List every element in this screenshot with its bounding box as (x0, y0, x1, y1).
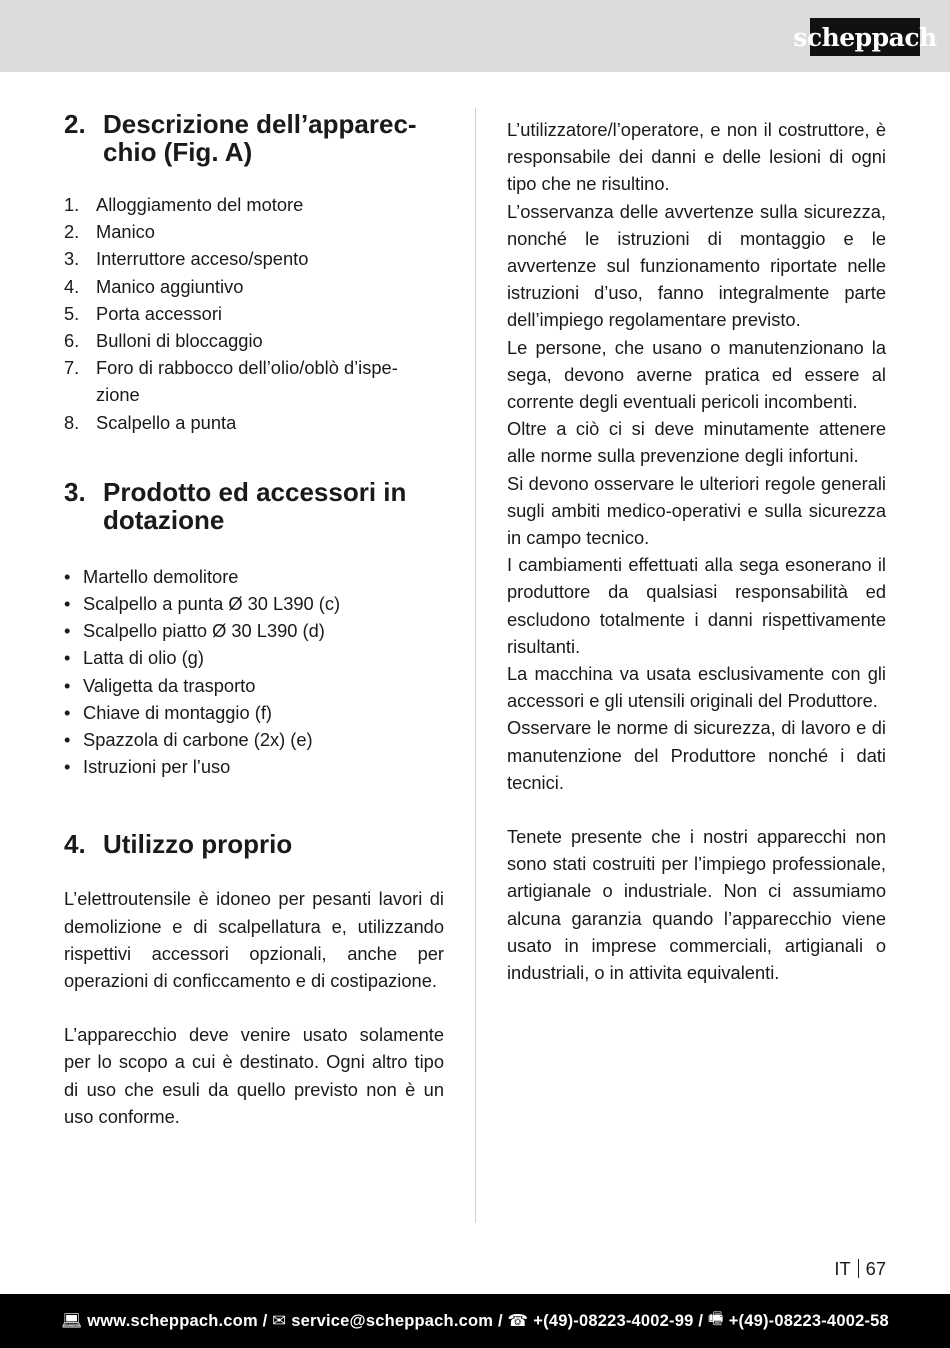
component-list-item (64, 218, 444, 245)
list-item-number: 4. (64, 275, 80, 297)
list-item-line: Foro di rabbocco dell’olio/oblò d’ispe- (96, 357, 398, 379)
list-item-line: Bulloni di bloccaggio (96, 330, 263, 352)
list-item-number: 2. (64, 221, 80, 243)
section4-paragraph: L’apparecchio deve venire usato solamente per lo scopo a cui è destinato. Ogni altro tipo di uso che esuli da quello previsto non è un uso conforme. (64, 1024, 444, 1127)
section2-title-line: chio (Fig. A) (103, 137, 253, 167)
component-list-item (64, 409, 444, 436)
brand-logo-text: scheppach (793, 22, 937, 52)
bullet-icon: • (64, 701, 71, 723)
list-item-line: Alloggiamento del motore (96, 194, 304, 215)
component-list (64, 191, 444, 436)
body-paragraph: L’osservanza delle avvertenze sulla sicurezza, nonché le istruzioni di montaggio e le avvertenze sul funzionamento riportate nelle istruzioni d’uso, fanno integralmente parte dell’impiego regolamentare previsto. (507, 200, 886, 331)
list-item-text (96, 218, 155, 245)
list-item-text (96, 354, 398, 408)
section3-title (103, 478, 406, 534)
footer-separator: / (262, 1311, 268, 1330)
page-number (834, 1256, 886, 1282)
footer-website[interactable]: www.scheppach.com (87, 1311, 258, 1330)
accessories-list (64, 563, 444, 781)
accessory-list-item (64, 590, 444, 617)
list-item-line: Manico aggiuntivo (96, 275, 244, 297)
list-item-text (96, 245, 308, 272)
body-paragraph: L’utilizzatore/l’operatore, e non il costruttore, è responsabile dei danni e delle lesioni di ogni tipo che ne risultino. (507, 119, 886, 195)
component-list-item (64, 245, 444, 272)
phone-icon: ☎︎ (507, 1312, 529, 1330)
list-item-number: 8. (64, 411, 80, 433)
section2-number: 2. (64, 109, 86, 139)
list-item-number: 3. (64, 248, 80, 270)
component-list-item (64, 273, 444, 300)
bullet-icon: • (64, 565, 71, 587)
accessory-text: Chiave di montaggio (f) (83, 701, 272, 723)
section3-title-line: Prodotto ed accessori in (103, 476, 407, 507)
accessory-list-item (64, 699, 444, 726)
left-column (64, 110, 444, 1130)
accessory-text: Istruzioni per l’uso (83, 756, 231, 778)
list-item-number: 1. (64, 194, 80, 215)
section4-title: Utilizzo proprio (103, 829, 293, 860)
body-paragraph: Tenete presente che i nostri apparecchi non sono stati costruiti per l’impiego professionale, artigianale o industriale. Non ci assumiamo alcuna garanzia quando l’apparecchio viene usato in imprese commerciali, artigianali o industriali, o in attivita equivalenti. (507, 826, 886, 984)
list-item-text (96, 273, 243, 300)
section3-number: 3. (64, 476, 86, 507)
section2-heading (64, 110, 444, 166)
list-item-line: Manico (96, 221, 155, 243)
bullet-icon: • (64, 756, 71, 778)
body-paragraph: Osservare le norme di sicurezza, di lavoro e di manutenzione del Produttore nonché i dati tecnici. (507, 717, 886, 793)
fax-icon: 🖷︎ (707, 1310, 724, 1328)
section2-title-line: Descrizione dell’apparec- (103, 109, 417, 139)
footer-fax: +(49)-08223-4002-58 (728, 1311, 889, 1330)
component-list-item (64, 300, 444, 327)
footer-email[interactable]: service@scheppach.com (291, 1311, 494, 1330)
column-divider (475, 108, 476, 1223)
list-item-line: Interruttore acceso/spento (96, 248, 309, 270)
component-list-item (64, 354, 444, 408)
body-paragraph: Si devono osservare le ulteriori regole generali sugli ambiti medico-operativi e sulla sicurezza in campo tecnico. (507, 472, 886, 549)
component-list-item (64, 327, 444, 354)
accessory-text: Latta di olio (g) (83, 647, 204, 669)
body-paragraph: Oltre a ciò ci si deve minutamente attenere alle norme sulla prevenzione degli infortuni. (507, 418, 886, 467)
bullet-icon: • (64, 674, 71, 696)
list-item-line: zione (96, 384, 140, 406)
envelope-icon: ✉︎ (272, 1312, 287, 1330)
footer-separator: / (698, 1311, 704, 1330)
accessory-list-item (64, 563, 444, 590)
page-number-separator (858, 1259, 859, 1278)
footer-bar (0, 1294, 950, 1348)
body-paragraph: I cambiamenti effettuati alla sega esonerano il produttore da qualsiasi responsabilità ed escludono totalmente i danni rispettivamente risultanti. (507, 554, 886, 657)
accessory-list-item (64, 726, 444, 753)
body-paragraph: Le persone, che usano o manutenzionano la sega, devono averne pratica ed essere al corrente degli eventuali pericoli incombenti. (507, 336, 886, 413)
section4-paragraph: L’elettroutensile è idoneo per pesanti lavori di demolizione e di scalpellatura e, utilizzando rispettivi accessori opzionali, anche per operazioni di conficcamento e di costipazione. (64, 888, 444, 992)
list-item-text (96, 191, 303, 218)
list-item-text (96, 300, 222, 327)
accessory-list-item (64, 753, 444, 780)
list-item-number: 5. (64, 302, 80, 324)
section4-heading (64, 830, 444, 858)
list-item-number: 6. (64, 330, 80, 352)
accessory-text: Scalpello a punta Ø 30 L390 (c) (83, 593, 341, 615)
section4-number: 4. (64, 829, 86, 860)
page-number-value: 67 (865, 1258, 886, 1279)
accessory-text: Valigetta da trasporto (83, 674, 256, 696)
section3-heading (64, 478, 444, 534)
bullet-icon: • (64, 620, 71, 642)
accessory-text: Martello demolitore (83, 565, 239, 587)
accessory-list-item (64, 672, 444, 699)
page-language: IT (834, 1258, 851, 1279)
footer-separator: / (497, 1311, 503, 1330)
accessory-list-item (64, 617, 444, 644)
right-column (507, 116, 886, 986)
section2-title (103, 110, 417, 166)
section3-title-line: dotazione (103, 504, 225, 535)
list-item-line: Scalpello a punta (96, 411, 237, 433)
laptop-icon: 💻︎ (61, 1311, 83, 1330)
body-paragraph: La macchina va usata esclusivamente con gli accessori e gli utensili originali del Produttore. (507, 663, 886, 712)
bullet-icon: • (64, 593, 71, 615)
footer-phone: +(49)-08223-4002-99 (533, 1311, 694, 1330)
list-item-number: 7. (64, 357, 80, 379)
accessory-text: Scalpello piatto Ø 30 L390 (d) (83, 620, 325, 642)
list-item-text (96, 327, 263, 354)
list-item-text (96, 409, 236, 436)
component-list-item (64, 191, 444, 218)
brand-logo (793, 18, 937, 56)
accessory-list-item (64, 644, 444, 671)
bullet-icon: • (64, 647, 71, 669)
header-bar (0, 0, 950, 72)
accessory-text: Spazzola di carbone (2x) (e) (83, 729, 313, 751)
bullet-icon: • (64, 729, 71, 751)
list-item-line: Porta accessori (96, 302, 222, 324)
